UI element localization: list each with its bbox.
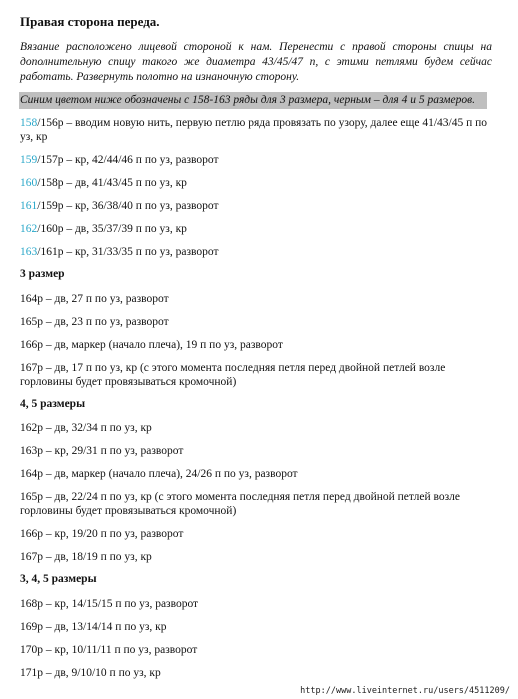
row-text: /156р – вводим новую нить, первую петлю ряда провязать по узору, далее еще 41/43/45 п по уз, кр — [20, 117, 488, 143]
row-line — [20, 245, 496, 259]
row-text: /157р – кр, 42/44/46 п по уз, разворот — [37, 154, 219, 166]
intro-paragraph: Вязание расположено лицевой стороной к нам. Перенести с правой стороны спицы на дополнительную спицу такого же диаметра 43/45/47 п, с этими петлями будем сейчас работать. Развернуть полотно на изнаночную сторону. — [20, 41, 492, 83]
row-number: 162 — [20, 223, 38, 235]
section-heading-size3: 3 размер — [20, 268, 65, 280]
row-line: 167р – дв, 18/19 п по уз, кр — [20, 551, 152, 563]
section-heading-size45: 4, 5 размеры — [20, 398, 86, 410]
row-line: 164р – дв, 27 п по уз, разворот — [20, 293, 169, 305]
row-line: 166р – дв, маркер (начало плеча), 19 п по уз, разворот — [20, 339, 283, 351]
row-line: 167р – дв, 17 п по уз, кр (с этого момента последняя петля перед двойной петлей возле горловины будет провязываться кромочной) — [20, 362, 446, 388]
row-text: /158р – дв, 41/43/45 п по уз, кр — [37, 177, 187, 189]
source-url-watermark: http://www.liveinternet.ru/users/4511209/ — [300, 686, 510, 696]
row-text: /159р – кр, 36/38/40 п по уз, разворот — [37, 200, 219, 212]
row-line: 171р – дв, 9/10/10 п по уз, кр — [20, 667, 161, 679]
row-line — [20, 176, 496, 190]
page-title: Правая сторона переда. — [20, 14, 160, 29]
row-line: 165р – дв, 22/24 п по уз, кр (с этого момента последняя петля перед двойной петлей возле горловины будет провязываться кромочной) — [20, 491, 461, 517]
row-text: /160р – дв, 35/37/39 п по уз, кр — [37, 223, 187, 235]
row-number: 158 — [20, 117, 38, 129]
section-heading-size345: 3, 4, 5 размеры — [20, 573, 97, 585]
row-number: 161 — [20, 200, 38, 212]
row-number: 159 — [20, 154, 38, 166]
highlighted-note: Синим цветом ниже обозначены с 158-163 ряды для 3 размера, черным – для 4 и 5 размеров. — [19, 92, 487, 109]
row-text: /161р – кр, 31/33/35 п по уз, разворот — [37, 246, 219, 258]
row-line: 170р – кр, 10/11/11 п по уз, разворот — [20, 644, 198, 656]
row-line: 169р – дв, 13/14/14 п по уз, кр — [20, 621, 167, 633]
row-line: 166р – кр, 19/20 п по уз, разворот — [20, 528, 184, 540]
row-line — [20, 116, 496, 144]
row-line: 164р – дв, маркер (начало плеча), 24/26 п по уз, разворот — [20, 468, 298, 480]
row-line: 162р – дв, 32/34 п по уз, кр — [20, 422, 152, 434]
row-line: 168р – кр, 14/15/15 п по уз, разворот — [20, 598, 199, 610]
row-number: 160 — [20, 177, 38, 189]
row-line: 165р – дв, 23 п по уз, разворот — [20, 316, 169, 328]
row-line — [20, 153, 496, 167]
row-line — [20, 222, 496, 236]
row-line — [20, 199, 496, 213]
row-line: 163р – кр, 29/31 п по уз, разворот — [20, 445, 184, 457]
row-number: 163 — [20, 246, 38, 258]
